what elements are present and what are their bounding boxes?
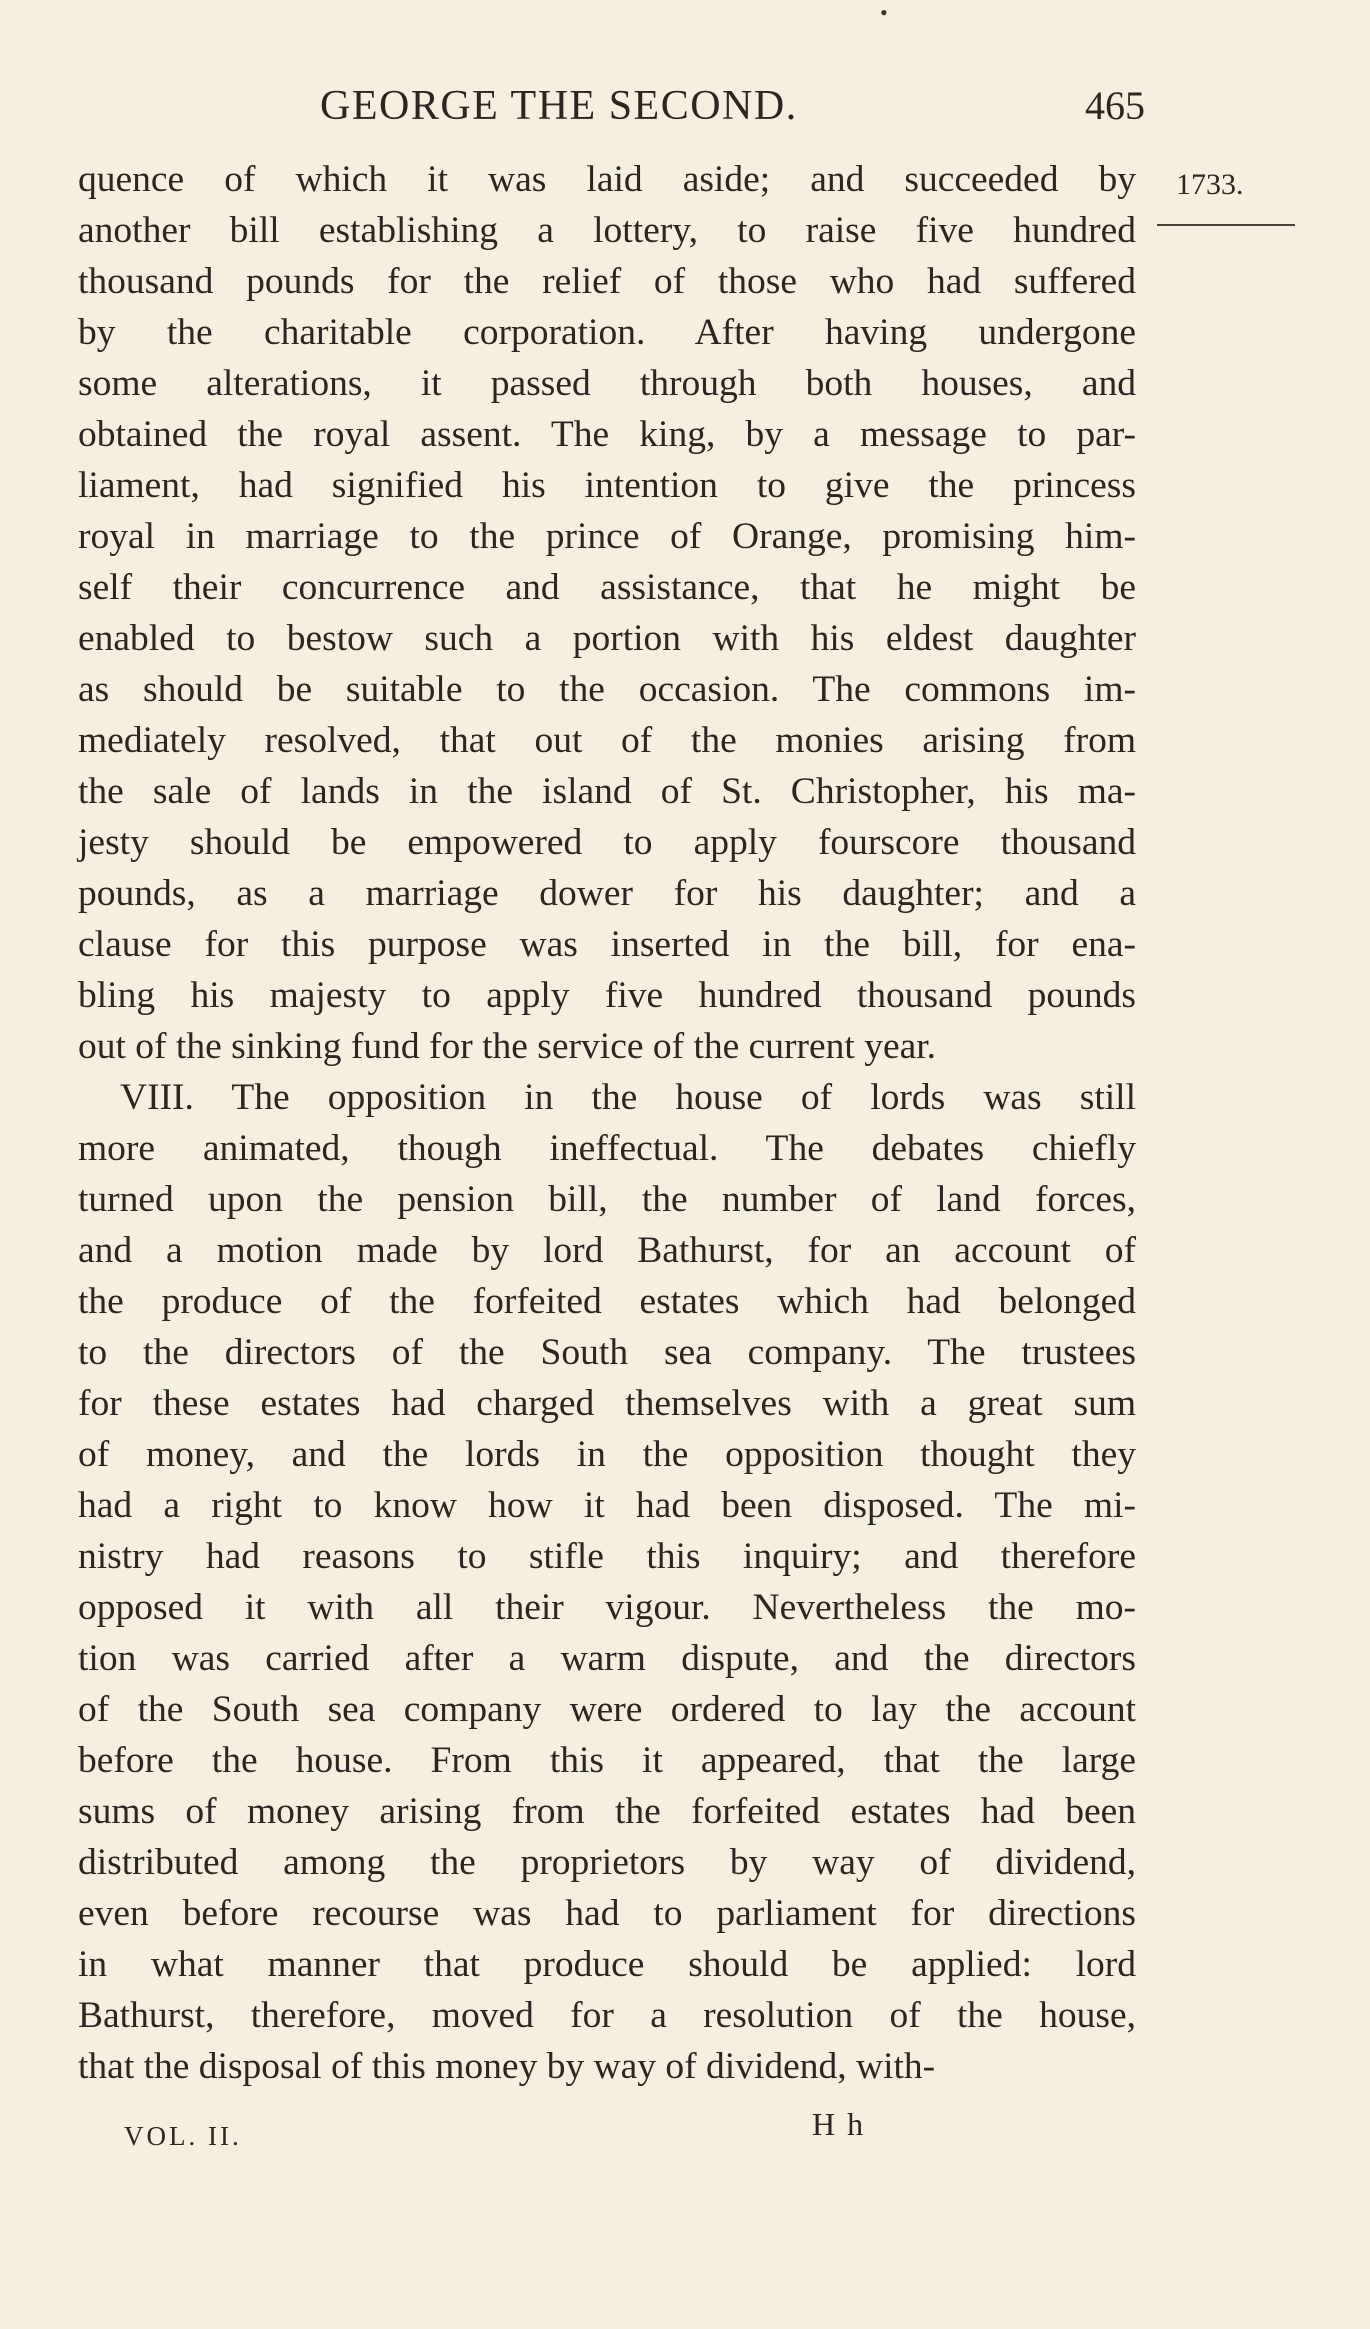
text-line: distributed among the proprietors by way of dividend, (78, 1842, 1136, 1883)
text-line: some alterations, it passed through both houses, and (78, 363, 1136, 404)
text-line: quence of which it was laid aside; and succeeded by (78, 159, 1136, 200)
text-line: enabled to bestow such a portion with his eldest daughter (78, 618, 1136, 659)
text-line: even before recourse was had to parliament for directions (78, 1893, 1136, 1934)
text-line: tion was carried after a warm dispute, and the directors (78, 1638, 1136, 1679)
text-line: opposed it with all their vigour. Nevertheless the mo- (78, 1587, 1136, 1628)
text-line: sums of money arising from the forfeited estates had been (78, 1791, 1136, 1832)
signature-mark: H h (812, 2106, 866, 2142)
text-line: mediately resolved, that out of the monies arising from (78, 720, 1136, 761)
text-line: that the disposal of this money by way of dividend, with- (78, 2046, 936, 2087)
text-line: self their concurrence and assistance, that he might be (78, 567, 1136, 608)
margin-rule (1157, 224, 1295, 226)
volume-label: VOL. II. (124, 2121, 242, 2151)
text-line: thousand pounds for the relief of those who had suffered (78, 261, 1136, 302)
text-line: of the South sea company were ordered to lay the account (78, 1689, 1136, 1730)
text-line: the sale of lands in the island of St. Christopher, his ma- (78, 771, 1136, 812)
text-line: jesty should be empowered to apply fourscore thousand (78, 822, 1136, 863)
text-line: more animated, though ineffectual. The debates chiefly (78, 1128, 1136, 1169)
text-line: bling his majesty to apply five hundred thousand pounds (78, 975, 1136, 1016)
text-line: of money, and the lords in the opposition thought they (78, 1434, 1136, 1475)
text-line: nistry had reasons to stifle this inquiry; and therefore (78, 1536, 1136, 1577)
text-line: the produce of the forfeited estates which had belonged (78, 1281, 1136, 1322)
margin-year-note: 1733. (1176, 168, 1244, 201)
text-line: pounds, as a marriage dower for his daughter; and a (78, 873, 1136, 914)
text-line: by the charitable corporation. After having undergone (78, 312, 1136, 353)
page-number: 465 (1085, 83, 1145, 128)
text-line: out of the sinking fund for the service of the current year. (78, 1026, 937, 1067)
text-line: liament, had signified his intention to give the princess (78, 465, 1136, 506)
text-line: for these estates had charged themselves with a great sum (78, 1383, 1136, 1424)
text-line: to the directors of the South sea company. The trustees (78, 1332, 1136, 1373)
text-line: royal in marriage to the prince of Orange, promising him- (78, 516, 1136, 557)
text-line: another bill establishing a lottery, to raise five hundred (78, 210, 1136, 251)
text-line: VIII. The opposition in the house of lords was still (120, 1077, 1136, 1118)
text-line: clause for this purpose was inserted in the bill, for ena- (78, 924, 1136, 965)
text-line: before the house. From this it appeared, that the large (78, 1740, 1136, 1781)
running-title: GEORGE THE SECOND. (320, 83, 798, 129)
text-line: as should be suitable to the occasion. The commons im- (78, 669, 1136, 710)
text-line: Bathurst, therefore, moved for a resolution of the house, (78, 1995, 1136, 2036)
text-line: turned upon the pension bill, the number of land forces, (78, 1179, 1136, 1220)
top-ornament: • (880, 0, 888, 25)
text-line: in what manner that produce should be applied: lord (78, 1944, 1136, 1985)
text-line: had a right to know how it had been disposed. The mi- (78, 1485, 1136, 1526)
text-line: and a motion made by lord Bathurst, for an account of (78, 1230, 1136, 1271)
body-text (78, 154, 1136, 2092)
text-line: obtained the royal assent. The king, by a message to par- (78, 414, 1136, 455)
